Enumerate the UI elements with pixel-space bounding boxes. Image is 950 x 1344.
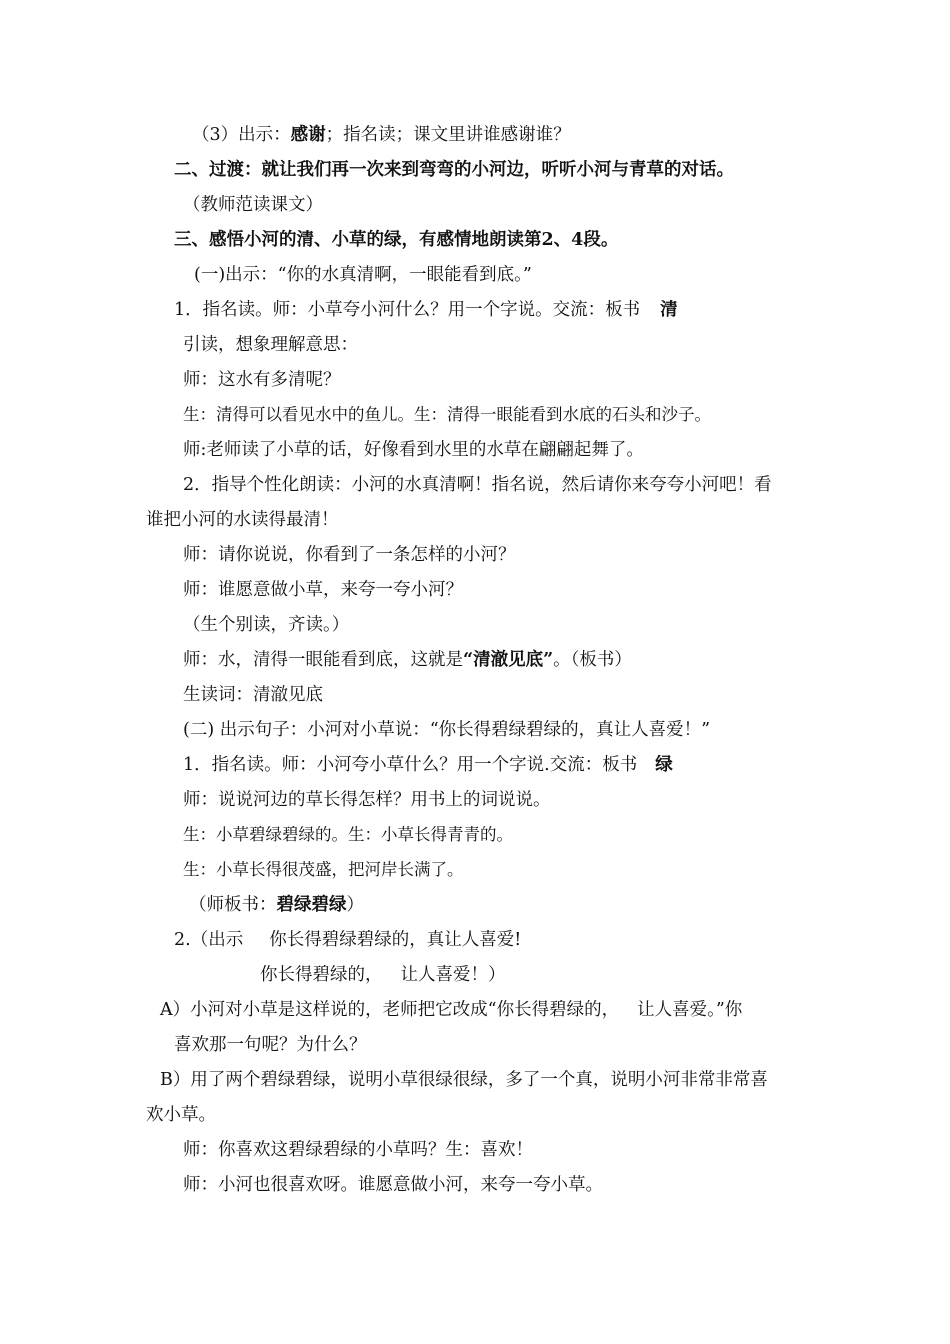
text-span: 1．指名读。师：小草夸小河什么？用一个字说。交流：板书 [174, 300, 641, 320]
text-span: 你长得碧绿碧绿的，真让人喜爱! [269, 930, 522, 950]
text-line: (二) 出示句子：小河对小草说：“你长得碧绿碧绿的，真让人喜爱！” [183, 720, 711, 740]
text-span: （3）出示： [192, 125, 291, 145]
text-line: 喜欢那一句呢？为什么？ [174, 1035, 367, 1055]
bold-term: “清澈见底” [463, 650, 554, 670]
text-span: 。（板书） [553, 650, 632, 670]
text-line [174, 298, 678, 322]
text-line: B）用了两个碧绿碧绿，说明小草很绿很绿，多了一个真，说明小河非常非常喜 [160, 1070, 768, 1090]
text-span: 让人喜爱！） [400, 965, 506, 985]
text-line: 师:老师读了小草的话，好像看到水里的水草在翩翩起舞了。 [183, 440, 644, 460]
text-line: 师：小河也很喜欢呀。谁愿意做小河，来夸一夸小草。 [183, 1175, 603, 1195]
text-line: 师：谁愿意做小草，来夸一夸小河？ [183, 580, 463, 600]
text-span: A）小河对小草是这样说的，老师把它改成“你长得碧绿的， [160, 1000, 620, 1020]
bold-term: 绿 [655, 755, 673, 775]
text-span: （师板书： [189, 895, 277, 915]
text-span: 你长得碧绿的， [260, 965, 383, 985]
text-span: 师：水，清得一眼能看到底，这就是 [183, 650, 463, 670]
section-heading: 三、感悟小河的清、小草的绿，有感情地朗读第2、4段。 [174, 230, 619, 250]
text-line: （教师范读课文） [183, 195, 323, 215]
text-span: ） [346, 895, 364, 915]
text-span: 让人喜爱。”你 [637, 1000, 743, 1020]
text-line: 欢小草。 [146, 1105, 216, 1125]
text-line [174, 928, 521, 952]
text-line: 师：你喜欢这碧绿碧绿的小草吗？生：喜欢！ [183, 1140, 533, 1160]
text-line: 生读词：清澈见底 [183, 685, 323, 705]
bold-term: 碧绿碧绿 [276, 895, 347, 915]
text-line: 生：小草长得很茂盛，把河岸长满了。 [183, 860, 464, 879]
bold-term: 感谢 [290, 125, 326, 145]
bold-term: 清 [660, 300, 678, 320]
text-line: (一)出示：“你的水真清啊，一眼能看到底。” [194, 265, 532, 285]
text-line: 师：这水有多清呢？ [183, 370, 341, 390]
text-line: 谁把小河的水读得最清！ [146, 510, 339, 530]
text-line: 师：请你说说，你看到了一条怎样的小河？ [183, 545, 516, 565]
text-line: 生：清得可以看见水中的鱼儿。生：清得一眼能看到水底的石头和沙子。 [183, 405, 711, 424]
text-line [183, 753, 673, 777]
text-line: 引读，想象理解意思： [183, 335, 358, 355]
text-line: （生个别读，齐读。） [183, 615, 350, 635]
text-line [260, 963, 506, 987]
section-heading: 二、过渡：就让我们再一次来到弯弯的小河边，听听小河与青草的对话。 [174, 160, 734, 180]
text-span: 2.（出示 [174, 930, 244, 950]
text-line [160, 998, 742, 1022]
text-span: 1．指名读。师：小河夸小草什么？用一个字说.交流：板书 [183, 755, 638, 775]
text-line [189, 893, 364, 917]
text-line [192, 123, 571, 147]
text-line: 2．指导个性化朗读：小河的水真清啊！指名说，然后请你来夸夸小河吧！看 [183, 475, 772, 495]
text-line [183, 648, 632, 672]
text-span: ；指名读；课文里讲谁感谢谁？ [325, 125, 571, 145]
text-line: 生：小草碧绿碧绿的。生：小草长得青青的。 [183, 825, 513, 844]
text-line: 师：说说河边的草长得怎样？用书上的词说说。 [183, 790, 551, 810]
